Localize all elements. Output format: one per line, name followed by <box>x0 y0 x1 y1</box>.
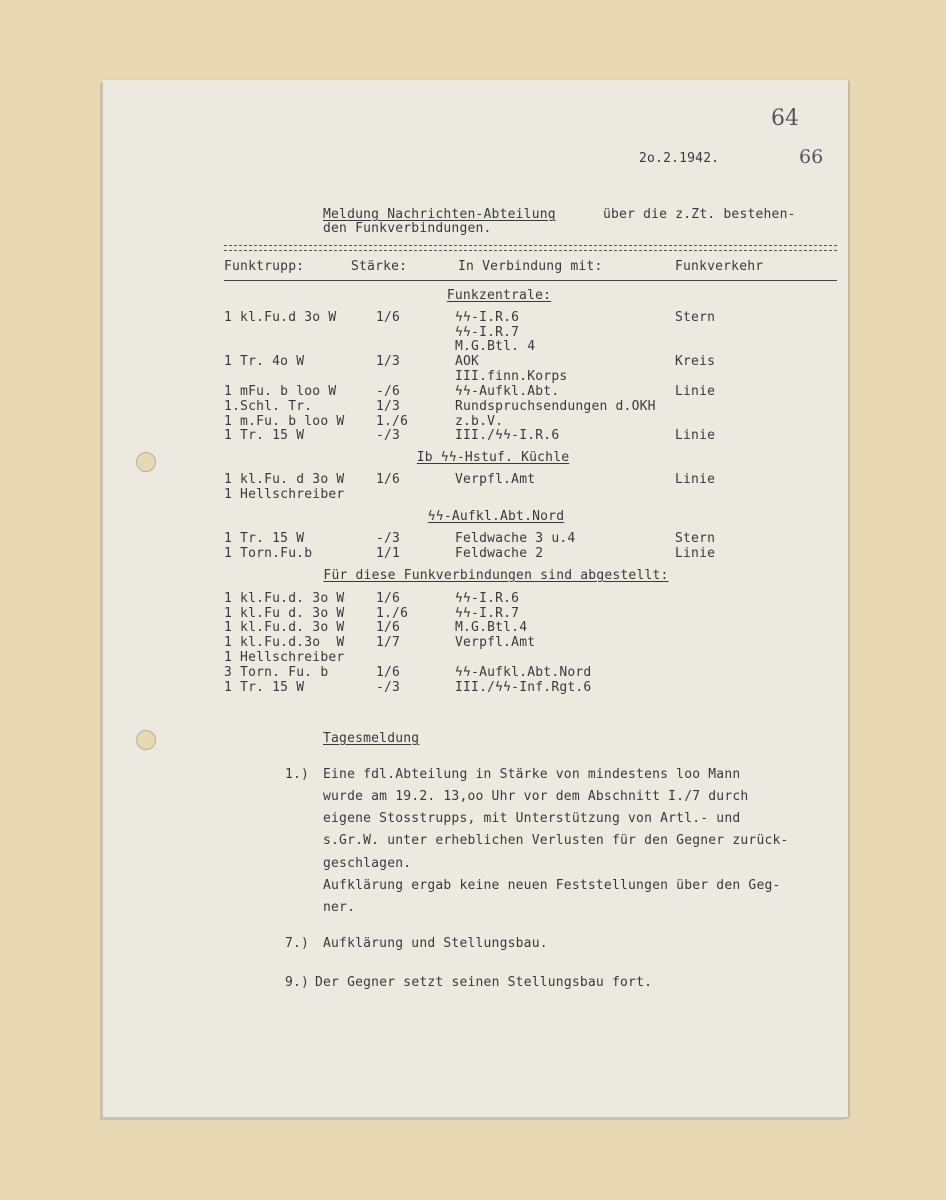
title-subject: Meldung Nachrichten-Abteilung <box>323 207 556 222</box>
col-staerke: Stärke: <box>351 259 408 274</box>
tagesmeldung-heading: Tagesmeldung <box>323 731 420 746</box>
page-number-alt: 66 <box>799 146 824 168</box>
item-number: 1.) <box>285 767 310 782</box>
col-funkverkehr: Funkverkehr <box>675 259 764 274</box>
punch-hole-bottom <box>136 730 156 750</box>
section-aufkl: ϟϟ-Aufkl.Abt.Nord <box>427 509 565 524</box>
section-abgestellt: Für diese Funkverbindungen sind abgestellt: <box>323 568 669 583</box>
item-number: 7.) <box>285 936 310 951</box>
col-funktrupp: Funktrupp: <box>224 259 305 274</box>
date: 2o.2.1942. <box>639 151 720 166</box>
item-number: 9.) <box>285 975 310 990</box>
double-rule <box>224 245 837 251</box>
punch-hole-top <box>136 452 156 472</box>
section-funkzentrale: Funkzentrale: <box>446 288 552 303</box>
page-number: 64 <box>771 106 799 131</box>
section-hstuf: Ib ϟϟ-Hstuf. Küchle <box>416 450 570 465</box>
col-verbindung: In Verbindung mit: <box>458 259 603 274</box>
document-page: 64 66 2o.2.1942. Meldung Nachrichten-Abteilung über die z.Zt. bestehen- den Funkverbindungen. Funktrupp: Stärke: In Verbindung mit: Funkverkehr Funkzentrale: Ib ϟϟ-Hstuf. Küchle ϟϟ-Aufkl.Abt.Nord Für diese Funkverbindungen sind abgestellt: 1 kl.Fu.d 3o W 1/6 ϟϟ-I.R.6 Stern ϟϟ-I.R.7 M.G.Btl. 4 1 Tr. 4o W 1/3 AOK Kreis III.finn.Korps 1 mFu. b loo W -/6 ϟϟ-Aufkl.Abt. Linie 1.Schl. Tr. 1/3 Rundspruchsendungen d.OKH 1 m.Fu. b loo W 1./6 z.b.V. 1 Tr. 15 W -/3 III./ϟϟ-I.R.6 Linie 1 kl.Fu. d 3o W 1/6 Verpfl.Amt Linie 1 Hellschreiber 1 Tr. 15 W -/3 Feldwache 3 u.4 Stern 1 Torn.Fu.b 1/1 Feldwache 2 Linie 1 kl.Fu.d. 3o W 1/6 ϟϟ-I.R.6 1 kl.Fu d. 3o W 1./6 ϟϟ-I.R.7 1 kl.Fu.d. 3o W 1/6 M.G.Btl.4 1 kl.Fu.d.3o W 1/7 Verpfl.Amt 1 Hellschreiber 3 Torn. Fu. b 1/6 ϟϟ-Aufkl.Abt.Nord 1 Tr. 15 W -/3 III./ϟϟ-Inf.Rgt.6 Tagesmeldung 1.) Eine fdl.Abteilung in Stärke von mindestens loo Mann wurde am 19.2. 13,oo Uhr vor dem Abschnitt I./7 durch eigene Stosstrupps, mit Unterstützung von Artl.- und s.Gr.W. unter erheblichen Verlusten für den Gegner zurück- geschlagen. Aufklärung ergab keine neuen Feststellungen über den Geg- ner. 7.) Aufklärung und Stellungsbau. 9.) Der Gegner setzt seinen Stellungsbau fort. <box>103 80 848 1117</box>
title-rest: über die z.Zt. bestehen- <box>603 207 796 222</box>
title-line2: den Funkverbindungen. <box>323 221 492 236</box>
header-rule <box>224 280 837 281</box>
